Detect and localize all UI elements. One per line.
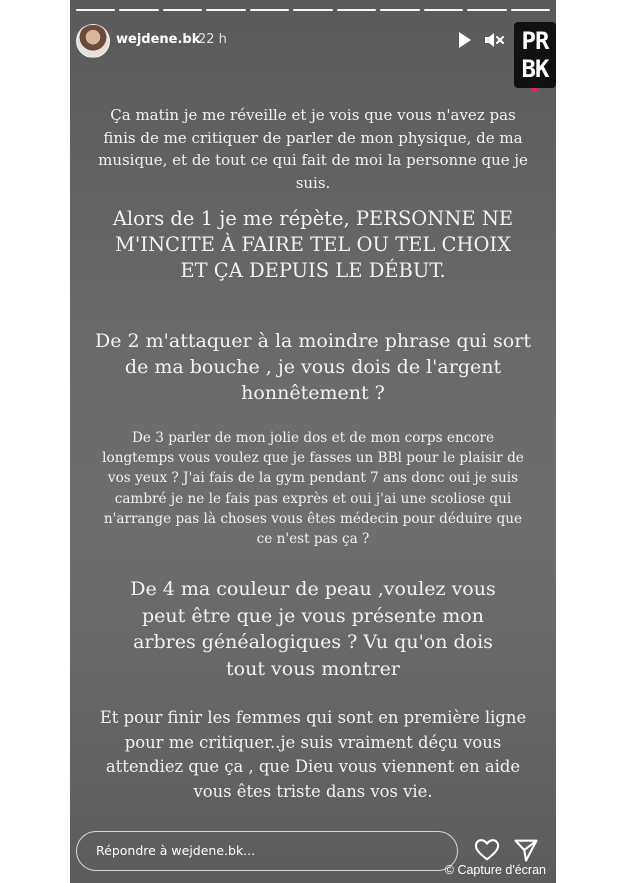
- story-paragraph-2: Alors de 1 je me répète, PERSONNE NE M'INCITE À FAIRE TEL OU TEL CHOIX ET ÇA DEPUIS LE DÉBUT.: [112, 207, 514, 282]
- send-icon[interactable]: [512, 836, 540, 864]
- photo-credit: © Capture d'écran: [444, 863, 546, 877]
- play-icon[interactable]: [452, 28, 476, 52]
- reply-placeholder: Répondre à wejdene.bk...: [96, 843, 256, 858]
- progress-segment: [293, 9, 332, 11]
- story-paragraph-4: De 3 parler de mon jolie dos et de mon corps encore longtemps vous voulez que je fasses un BBl pour le plaisir de vos yeux ? J'ai fais de la gym pendant 7 ans donc oui je suis cambré je ne le fais pas exprès et oui j'ai une scoliose qui n'arrange pas là choses vous êtes médecin pour déduire que ce n'est pas ça ?: [102, 430, 524, 548]
- logo-line-1: PR: [521, 27, 549, 55]
- post-time: 22 h: [198, 32, 227, 47]
- progress-segment: [250, 9, 289, 11]
- progress-segment: [424, 9, 463, 11]
- progress-segment: [380, 9, 419, 11]
- progress-segment: [76, 9, 115, 11]
- logo-accent: [532, 88, 538, 92]
- story-viewer: [70, 0, 556, 883]
- story-paragraph-5: De 4 ma couleur de peau ,voulez vous peut être que je vous présente mon arbres généalogiques ? Vu qu'on dois tout vous montrer: [130, 578, 496, 680]
- progress-segment: [337, 9, 376, 11]
- story-progress-bar: [76, 9, 550, 11]
- story-header: [76, 22, 550, 83]
- reply-input[interactable]: [76, 831, 458, 871]
- purebreak-logo: [514, 22, 556, 88]
- avatar[interactable]: [76, 24, 110, 58]
- username[interactable]: wejdene.bk: [116, 32, 201, 47]
- progress-segment: [206, 9, 245, 11]
- mute-icon[interactable]: [482, 28, 506, 52]
- logo-line-2: BK: [521, 55, 549, 83]
- story-paragraph-6: Et pour finir les femmes qui sont en première ligne pour me critiquer..je suis vraiment déçu vous attendiez que ça , que Dieu vous viennent en aide vous êtes triste dans vos vie.: [99, 708, 527, 801]
- story-paragraph-3: De 2 m'attaquer à la moindre phrase qui sort de ma bouche , je vous dois de l'argent honnêtement ?: [95, 330, 531, 404]
- heart-icon[interactable]: [472, 836, 502, 864]
- progress-segment: [119, 9, 158, 11]
- progress-segment: [511, 9, 550, 11]
- progress-segment: [467, 9, 506, 11]
- progress-segment: [163, 9, 202, 11]
- story-paragraph-1: Ça matin je me réveille et je vois que vous n'avez pas finis de me critiquer de parler de mon physique, de ma musique, et de tout ce qui fait de moi la personne que je suis.: [98, 106, 528, 192]
